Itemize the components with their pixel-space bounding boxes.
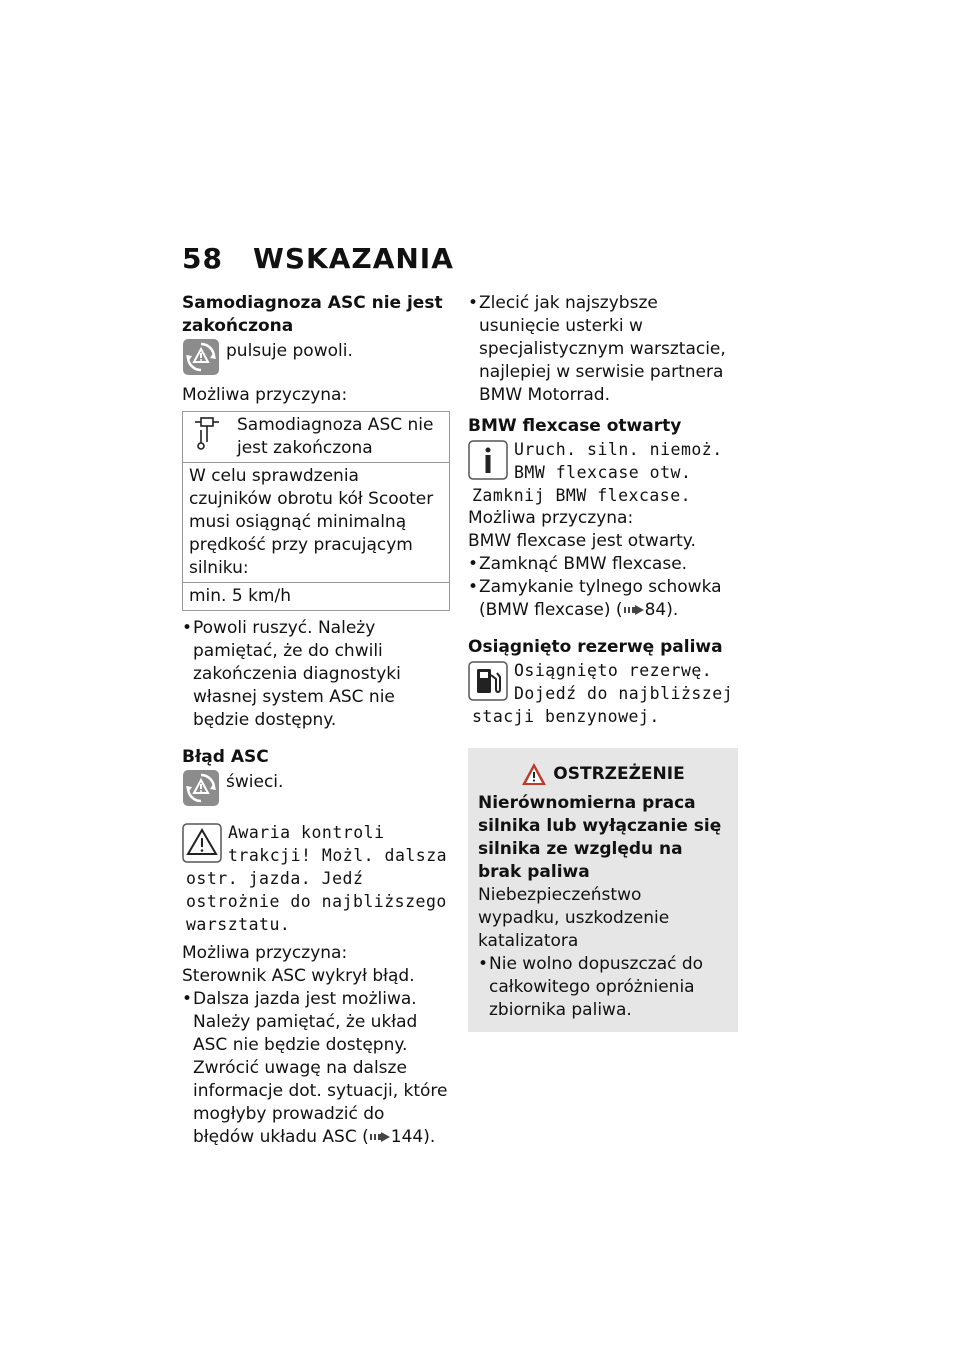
warning-triangle-icon xyxy=(182,823,222,863)
table-icon-label: Samodiagnoza ASC nie jest zakończona xyxy=(237,415,434,458)
left-column xyxy=(182,292,450,1149)
section-heading-flexcase: BMW flexcase otwarty xyxy=(468,416,682,436)
page-header xyxy=(182,242,454,275)
asc-indicator-row xyxy=(182,338,450,376)
display-message-text: Awaria kontroli trakcji! Możl. dalsza ostr. jazda. Jedź ostrożnie do najbliższego warsztatu. xyxy=(186,823,448,934)
list-item-text: ). xyxy=(423,1127,436,1147)
table-row: W celu sprawdzenia czujników obrotu kół Scooter musi osiągnąć minimalną prędkość przy pracującym silniku: xyxy=(183,463,449,583)
list-item-text: Dalsza jazda jest możliwa. Należy pamiętać, że układ ASC nie będzie dostępny. Zwrócić uwagę na dalsze informacje dot. sytuacji, które mogłyby prowadzić do błędów układu ASC ( xyxy=(193,989,448,1147)
warning-header xyxy=(478,762,728,786)
info-icon xyxy=(468,440,508,480)
page-reference-arrow-icon xyxy=(369,1131,391,1143)
asc-error-icon xyxy=(182,769,220,807)
page-reference-link[interactable]: 84 xyxy=(644,600,667,620)
list-item: • Powoli ruszyć. Należy pamiętać, że do chwili zakończenia diagnostyki własnej system ASC nie będzie dostępny. xyxy=(182,617,450,732)
warning-subtitle: Nierównomierna praca silnika lub wyłączanie się silnika ze względu na brak paliwa xyxy=(478,793,722,882)
bullet-list xyxy=(182,617,450,732)
list-item: • Zamknąć BMW flexcase. xyxy=(468,553,738,576)
page-title: WSKAZANIA xyxy=(252,242,454,275)
right-column xyxy=(468,292,738,1032)
asc-indicator-text: pulsuje powoli. xyxy=(226,341,353,361)
list-item: • Zlecić jak najszybsze usunięcie usterki w specjalistycznym warsztacie, najlepiej w serwisie partnera BMW Motorrad. xyxy=(468,292,738,407)
page-number: 58 xyxy=(182,242,223,275)
cause-text: BMW flexcase jest otwarty. xyxy=(468,531,696,551)
cause-label: Możliwa przyczyna: xyxy=(468,508,634,528)
bullet-list xyxy=(468,553,738,622)
sensor-icon xyxy=(189,414,225,452)
asc-error-indicator-text: świeci. xyxy=(226,772,284,792)
section-heading-asc-error: Błąd ASC xyxy=(182,747,269,767)
info-table xyxy=(182,411,450,611)
bullet-list xyxy=(478,953,728,1022)
page-reference-arrow-icon xyxy=(623,604,645,616)
display-message-text: Uruch. siln. niemoż. BMW flexcase otw. Zamknij BMW flexcase. xyxy=(472,440,723,505)
asc-error-indicator-row xyxy=(182,769,450,807)
list-item-text: Zamykanie tylnego schowka (BMW flexcase) ( xyxy=(479,577,722,620)
list-item-text: ). xyxy=(666,600,679,620)
table-row: min. 5 km/h xyxy=(189,586,291,606)
display-message-text: Osiągnięto rezerwę. Dojedź do najbliższej stacji benzynowej. xyxy=(472,661,734,726)
bullet-list xyxy=(468,292,738,407)
display-message xyxy=(182,821,450,936)
cause-text: Sterownik ASC wykrył błąd. xyxy=(182,966,415,986)
cause-label: Możliwa przyczyna: xyxy=(182,943,348,963)
asc-warning-icon xyxy=(182,338,220,376)
cause-label: Możliwa przyczyna: xyxy=(182,385,348,405)
page-reference-link[interactable]: 144 xyxy=(390,1127,424,1147)
list-item xyxy=(182,988,450,1149)
display-message xyxy=(468,438,738,507)
list-item: • Nie wolno dopuszczać do całkowitego opróżnienia zbiornika paliwa. xyxy=(478,953,728,1022)
bullet-list xyxy=(182,988,450,1149)
list-item xyxy=(468,576,738,622)
section-heading-fuel-reserve: Osiągnięto rezerwę paliwa xyxy=(468,637,723,657)
warning-triangle-icon xyxy=(521,762,547,786)
fuel-pump-icon xyxy=(468,661,508,701)
display-message xyxy=(468,659,738,728)
table-row xyxy=(183,412,449,463)
warning-box xyxy=(468,748,738,1032)
warning-title: OSTRZEŻENIE xyxy=(553,764,685,784)
section-heading-asc-incomplete: Samodiagnoza ASC nie jest zakończona xyxy=(182,293,443,336)
warning-text: Niebezpieczeństwo wypadku, uszkodzenie katalizatora xyxy=(478,885,670,951)
